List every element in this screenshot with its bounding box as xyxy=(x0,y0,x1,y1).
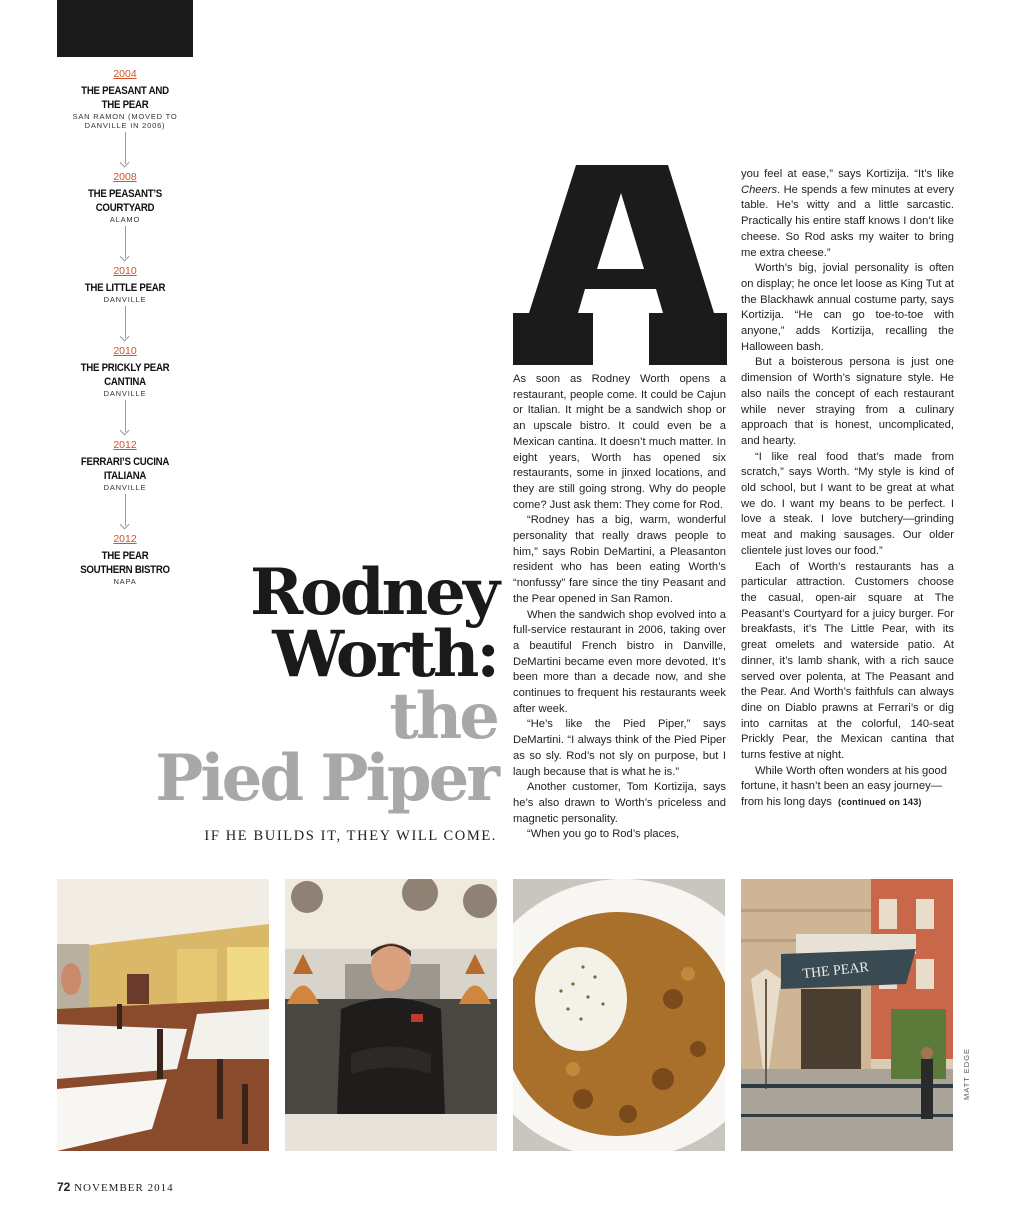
timeline-arrow-icon xyxy=(120,306,130,342)
timeline-arrow-icon xyxy=(120,132,130,168)
timeline-location: NAPA xyxy=(113,577,137,586)
timeline-restaurant-name: THE PRICKLY PEAR CANTINA xyxy=(80,362,170,388)
timeline-location: DANVILLE xyxy=(103,389,147,398)
page-folio xyxy=(57,1180,174,1194)
timeline-restaurant-name: FERRARI’S CUCINA ITALIANA xyxy=(80,456,170,482)
body-paragraph xyxy=(741,167,954,261)
timeline-year: 2010 xyxy=(113,345,137,357)
body-text: you feel at ease,” says Kortizija. “It’s like xyxy=(741,168,954,180)
photo-chef xyxy=(285,879,497,1151)
issue-date: NOVEMBER 2014 xyxy=(74,1182,174,1194)
body-paragraph: “Rodney has a big, warm, wonderful personality that really draws people to him,” says Robin DeMartini, a Pleasanton resident who has been eating Worth’s “nonfussy” fare since the tiny Peasant and the Pear opened in San Ramon. xyxy=(513,514,726,605)
body-paragraph xyxy=(741,764,954,811)
timeline-entry xyxy=(68,68,182,130)
page-number: 72 xyxy=(57,1180,71,1194)
body-paragraph: But a boisterous persona is just one dimension of Worth’s signature style. He also nails the concept of each restaurant while never straying from a culinary approach that is honest, uncomplicated, and hearty. xyxy=(741,356,954,447)
timeline-location: ALAMO xyxy=(109,215,141,224)
black-header-tab xyxy=(57,0,193,57)
italic-title: Cheers xyxy=(741,183,778,196)
photo-dining-room xyxy=(57,879,269,1151)
body-paragraph: Another customer, Tom Kortizija, says he’s also drawn to Worth’s priceless and magnetic personality. xyxy=(513,781,726,825)
body-paragraph: As soon as Rodney Worth opens a restaurant, people come. It could be Cajun or Italian. It might be a sandwich shop or an upscale bistro. It could even be a Mexican cantina. It doesn’t much matter. In eight years, Worth has opened six restaurants, some in jinxed locations, and they are still going strong. Why do people come? Just ask them: They come for Rod. xyxy=(513,373,726,511)
timeline-location: DANVILLE xyxy=(103,483,147,492)
headline-line: Pied Piper xyxy=(155,741,497,816)
timeline-entry xyxy=(68,345,182,398)
continued-jump-link[interactable]: (continued on 143) xyxy=(838,797,922,808)
timeline-year: 2012 xyxy=(113,439,137,451)
body-column-2 xyxy=(741,167,954,811)
timeline-restaurant-name: THE PEASANT AND THE PEAR xyxy=(81,85,169,111)
headline-line: Rodney xyxy=(249,555,497,630)
body-text: . He spends a few minutes at every table. He’s witty and a little sarcastic. Practically his entire staff knows I don’t like cheese. So Rod asks my waiter to bring me extra cheese.” xyxy=(741,183,954,259)
body-paragraph: “When you go to Rod’s places, xyxy=(527,828,680,841)
body-paragraph: When the sandwich shop evolved into a full-service restaurant in 2006, taking over a beautiful French bistro in Danville, DeMartini became even more devoted. It’s been more than a decade now, and she continues to frequent his restaurants week after week. xyxy=(513,608,726,715)
drop-cap-letter xyxy=(513,165,727,365)
body-column-1 xyxy=(513,372,726,843)
timeline-location: SAN RAMON (MOVED TO DANVILLE IN 2006) xyxy=(72,112,178,130)
article-headline xyxy=(155,555,497,816)
timeline-restaurant-name: THE PEASANT’S COURTYARD xyxy=(87,188,163,214)
article-subtitle: IF HE BUILDS IT, THEY WILL COME. xyxy=(204,828,497,844)
timeline-year: 2008 xyxy=(113,171,137,183)
photo-gumbo-dish xyxy=(513,879,725,1151)
restaurant-timeline xyxy=(68,68,182,586)
body-paragraph: “I like real food that’s made from scratch,” says Worth. “My style is kind of old school, but I want to be great at what we do. I want my beans to be perfect. I love a steak. I love butchery—grinding meat and making sausages. Our older clientele just loves our food.” xyxy=(741,450,954,557)
body-paragraph: “He’s like the Pied Piper,” says DeMartini. “I always think of the Pied Piper as so sly. Rod’s not sly on purpose, but I laugh because that is what he is.” xyxy=(513,718,726,778)
timeline-location: DANVILLE xyxy=(103,295,147,304)
timeline-year: 2010 xyxy=(113,265,137,277)
headline-line: Worth: xyxy=(272,617,497,692)
body-paragraph: Each of Worth’s restaurants has a particular attraction. Customers choose the casual, open-air square at The Peasant’s Courtyard for a juicy burger. For breakfasts, it’s The Little Pear, with its great omelets and waterside patio. At dinner, it’s lamb shank, with a rich sauce served over polenta, at The Peasant and the Pear. And Worth’s faithfuls can always dine on Diablo prawns at Ferrari’s or dig into carnitas at the colorful, 140-seat Prickly Pear, the Mexican cantina that turns festive at night. xyxy=(741,560,954,762)
timeline-restaurant-name: THE PEAR SOUTHERN BISTRO xyxy=(80,550,170,576)
timeline-restaurant-name: THE LITTLE PEAR xyxy=(84,282,166,294)
timeline-entry xyxy=(68,265,182,304)
timeline-arrow-icon xyxy=(120,400,130,436)
photo-the-pear-exterior xyxy=(741,879,953,1151)
timeline-entry xyxy=(68,171,182,224)
timeline-entry xyxy=(68,439,182,492)
body-text: While Worth often wonders at his good fortune, it hasn’t been an easy journey—from his long days xyxy=(741,764,947,809)
timeline-arrow-icon xyxy=(120,494,130,530)
photo-credit: MATT EDGE xyxy=(962,1047,971,1100)
body-paragraph: Worth’s big, jovial personality is often on display; he once let loose as King Tut at the Blackhawk annual costume party, says Kortizija. “He can go toe-to-toe with anyone,” adds Kortizija, recalling the Halloween bash. xyxy=(741,262,954,353)
headline-line: the xyxy=(389,679,497,754)
timeline-arrow-icon xyxy=(120,226,130,262)
timeline-year: 2012 xyxy=(113,533,137,545)
timeline-year: 2004 xyxy=(113,68,137,80)
restaurant-sign-text: THE PEAR xyxy=(801,960,870,982)
